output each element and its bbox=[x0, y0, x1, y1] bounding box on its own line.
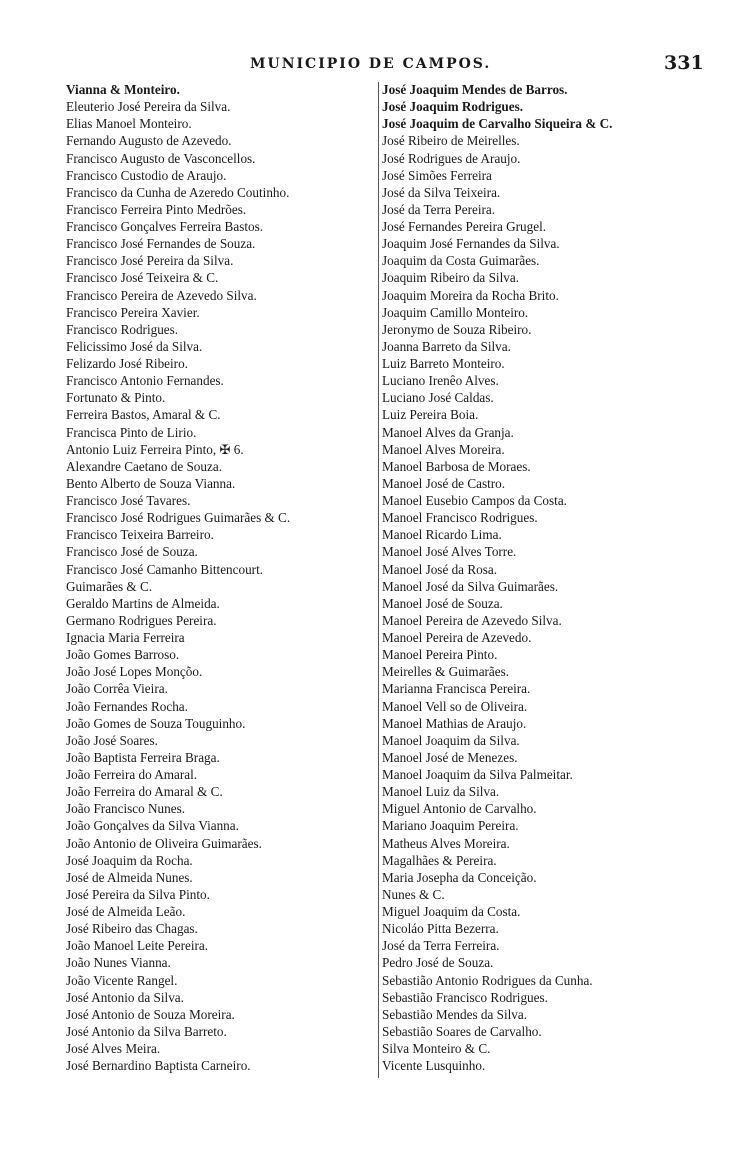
list-item: Francisco José Camanho Bittencourt. bbox=[66, 561, 264, 577]
list-item: João Ferreira do Amaral. bbox=[66, 767, 198, 782]
list-item: Pedro José de Souza. bbox=[382, 955, 494, 971]
list-item: Germano Rodrigues Pereira. bbox=[66, 612, 217, 628]
list-item: Eleuterio José Pereira da Silva. bbox=[66, 99, 231, 115]
list-item: Francisco José de Souza. bbox=[66, 544, 198, 560]
list-item: Ferreira Bastos, Amaral & C. bbox=[66, 407, 221, 423]
list-item: João Ferreira do Amaral & C. bbox=[66, 784, 223, 800]
list-item: José Antonio de Souza Moreira. bbox=[66, 1006, 235, 1022]
list-item: Francisco José Teixeira & C. bbox=[66, 270, 219, 286]
list-item: Manoel Francisco Rodrigues. bbox=[382, 510, 538, 526]
list-item: Matheus Alves Moreira. bbox=[382, 835, 510, 851]
list-item: Manoel Joaquim da Silva Palmeitar. bbox=[382, 767, 573, 782]
list-item: Vicente Lusquinho. bbox=[382, 1058, 486, 1074]
list-item: João Gomes Barroso. bbox=[66, 647, 180, 663]
list-item: João Nunes Vianna. bbox=[66, 955, 171, 971]
list-item: Alexandre Caetano de Souza. bbox=[66, 458, 222, 474]
list-item: Magalhães & Pereira. bbox=[382, 852, 497, 868]
list-item: Francisco José Rodrigues Guimarães & C. bbox=[66, 510, 291, 526]
list-item: José Joaquim da Rocha. bbox=[66, 852, 193, 868]
list-item: José Antonio da Silva. bbox=[66, 989, 184, 1005]
list-item: Manoel Pereira de Azevedo Silva. bbox=[382, 612, 562, 628]
list-item: Mariano Joaquim Pereira. bbox=[382, 818, 519, 834]
list-item: Manoel Joaquim da Silva. bbox=[382, 732, 520, 748]
left-name-column bbox=[66, 81, 374, 1074]
list-item: João Vicente Rangel. bbox=[66, 972, 178, 988]
list-item: José da Terra Pereira. bbox=[382, 201, 496, 217]
list-item: Manoel José da Rosa. bbox=[382, 561, 498, 577]
list-item: José Simões Ferreira bbox=[382, 167, 492, 183]
list-item: José Fernandes Pereira Grugel. bbox=[382, 219, 547, 234]
list-item: José Bernardino Baptista Carneiro. bbox=[66, 1058, 251, 1074]
list-item: Joaquim Moreira da Rocha Brito. bbox=[382, 287, 559, 303]
list-item: Manoel Pereira Pinto. bbox=[382, 647, 498, 663]
list-item: Manoel Luiz da Silva. bbox=[382, 784, 500, 800]
list-item: Miguel Joaquim da Costa. bbox=[382, 904, 521, 919]
list-item: José Antonio da Silva Barreto. bbox=[66, 1023, 227, 1039]
list-item: Manoel José de Castro. bbox=[382, 475, 506, 491]
list-item: João Fernandes Rocha. bbox=[66, 698, 188, 714]
list-item: João Antonio de Oliveira Guimarães. bbox=[66, 835, 262, 851]
list-item: Francisca Pinto de Lirio. bbox=[66, 424, 197, 440]
list-item: José Joaquim de Carvalho Siqueira & C. bbox=[382, 116, 613, 132]
list-item: Luiz Barreto Monteiro. bbox=[382, 356, 505, 371]
list-item: Felicissimo José da Silva. bbox=[66, 338, 203, 354]
list-item: José Joaquim Mendes de Barros. bbox=[382, 82, 568, 97]
list-item: Manoel Barbosa de Moraes. bbox=[382, 458, 531, 474]
list-item: Luciano Irenêo Alves. bbox=[382, 373, 499, 389]
list-item: Manoel Mathias de Araujo. bbox=[382, 715, 527, 731]
list-item: José de Almeida Nunes. bbox=[66, 869, 193, 885]
list-item: Nunes & C. bbox=[382, 886, 445, 902]
list-item: Vianna & Monteiro. bbox=[66, 82, 180, 97]
list-item: José Ribeiro de Meirelles. bbox=[382, 133, 520, 149]
list-item: Manoel José Alves Torre. bbox=[382, 544, 517, 560]
list-item: Francisco Augusto de Vasconcellos. bbox=[66, 150, 256, 166]
list-item: João José Soares. bbox=[66, 732, 158, 748]
right-name-column bbox=[382, 81, 682, 1074]
list-item: Ignacia Maria Ferreira bbox=[66, 630, 185, 645]
list-item: João Gomes de Souza Touguinho. bbox=[66, 715, 246, 731]
list-item: Antonio Luiz Ferreira Pinto, ✠ 6. bbox=[66, 441, 244, 457]
list-item: José Rodrigues de Araujo. bbox=[382, 150, 521, 166]
list-item: João José Lopes Monçõo. bbox=[66, 664, 203, 680]
list-item: Manoel Vell so de Oliveira. bbox=[382, 698, 528, 714]
list-item: José Joaquim Rodrigues. bbox=[382, 99, 524, 115]
list-item: Joaquim José Fernandes da Silva. bbox=[382, 236, 560, 252]
list-item: João Gonçalves da Silva Vianna. bbox=[66, 818, 239, 834]
list-item: José da Silva Teixeira. bbox=[382, 184, 501, 200]
list-item: Bento Alberto de Souza Vianna. bbox=[66, 475, 236, 491]
list-item: João Francisco Nunes. bbox=[66, 801, 186, 817]
list-item: José Ribeiro das Chagas. bbox=[66, 921, 198, 937]
page-title: MUNICIPIO DE CAMPOS. bbox=[250, 56, 492, 72]
list-item: Francisco da Cunha de Azeredo Coutinho. bbox=[66, 184, 290, 200]
list-item: Geraldo Martins de Almeida. bbox=[66, 595, 220, 611]
list-item: Francisco José Pereira da Silva. bbox=[66, 253, 234, 269]
list-item: Manoel José de Souza. bbox=[382, 595, 503, 611]
list-item: Francisco Pereira Xavier. bbox=[66, 304, 200, 320]
list-item: Manoel Ricardo Lima. bbox=[382, 527, 502, 543]
list-item: Francisco Rodrigues. bbox=[66, 321, 179, 337]
list-item: Sebastião Soares de Carvalho. bbox=[382, 1023, 542, 1039]
list-item: Sebastião Mendes da Silva. bbox=[382, 1006, 528, 1022]
list-item: Jeronymo de Souza Ribeiro. bbox=[382, 321, 532, 337]
list-item: Joaquim Camillo Monteiro. bbox=[382, 304, 529, 320]
list-item: José da Terra Ferreira. bbox=[382, 938, 500, 954]
list-item: Felizardo José Ribeiro. bbox=[66, 356, 188, 371]
list-item: João Baptista Ferreira Braga. bbox=[66, 749, 220, 765]
list-item: Luciano José Caldas. bbox=[382, 390, 494, 406]
list-item: Francisco Pereira de Azevedo Silva. bbox=[66, 287, 257, 303]
list-item: Manoel Pereira de Azevedo. bbox=[382, 630, 532, 645]
list-item: Guimarães & C. bbox=[66, 578, 153, 594]
list-item: Marianna Francisca Pereira. bbox=[382, 681, 531, 697]
list-item: Fortunato & Pinto. bbox=[66, 390, 166, 406]
list-item: Manoel Eusebio Campos da Costa. bbox=[382, 493, 567, 508]
list-item: João Corrêa Vieira. bbox=[66, 681, 168, 697]
list-item: Francisco Gonçalves Ferreira Bastos. bbox=[66, 219, 264, 234]
page-header bbox=[0, 52, 736, 80]
list-item: Sebastião Francisco Rodrigues. bbox=[382, 989, 548, 1005]
list-item: Meirelles & Guimarães. bbox=[382, 664, 510, 680]
list-item: Joaquim Ribeiro da Silva. bbox=[382, 270, 519, 286]
list-item: Maria Josepha da Conceição. bbox=[382, 869, 537, 885]
list-item: Elias Manoel Monteiro. bbox=[66, 116, 192, 132]
list-item: João Manoel Leite Pereira. bbox=[66, 938, 209, 954]
list-item: Luiz Pereira Boia. bbox=[382, 407, 479, 423]
list-item: Fernando Augusto de Azevedo. bbox=[66, 133, 232, 149]
list-item: Francisco José Tavares. bbox=[66, 493, 191, 508]
list-item: Francisco José Fernandes de Souza. bbox=[66, 236, 256, 252]
list-item: Francisco Teixeira Barreiro. bbox=[66, 527, 214, 543]
list-item: Nicoláo Pitta Bezerra. bbox=[382, 921, 499, 937]
list-item: Silva Monteiro & C. bbox=[382, 1041, 491, 1056]
list-item: Manoel José de Menezes. bbox=[382, 749, 518, 765]
list-item: Manoel Alves Moreira. bbox=[382, 441, 505, 457]
list-item: José Alves Meira. bbox=[66, 1041, 161, 1056]
list-item: Manoel José da Silva Guimarães. bbox=[382, 578, 559, 594]
list-item: Sebastião Antonio Rodrigues da Cunha. bbox=[382, 972, 593, 988]
list-item: Francisco Antonio Fernandes. bbox=[66, 373, 224, 389]
list-item: Francisco Custodio de Araujo. bbox=[66, 167, 227, 183]
list-item: José de Almeida Leão. bbox=[66, 904, 186, 919]
column-divider bbox=[378, 82, 379, 1078]
list-item: Joaquim da Costa Guimarães. bbox=[382, 253, 540, 269]
list-item: Miguel Antonio de Carvalho. bbox=[382, 801, 537, 817]
list-item: Francisco Ferreira Pinto Medrões. bbox=[66, 201, 247, 217]
list-item: José Pereira da Silva Pinto. bbox=[66, 886, 210, 902]
list-item: Joanna Barreto da Silva. bbox=[382, 338, 511, 354]
page-number: 331 bbox=[664, 52, 704, 74]
list-item: Manoel Alves da Granja. bbox=[382, 424, 514, 440]
